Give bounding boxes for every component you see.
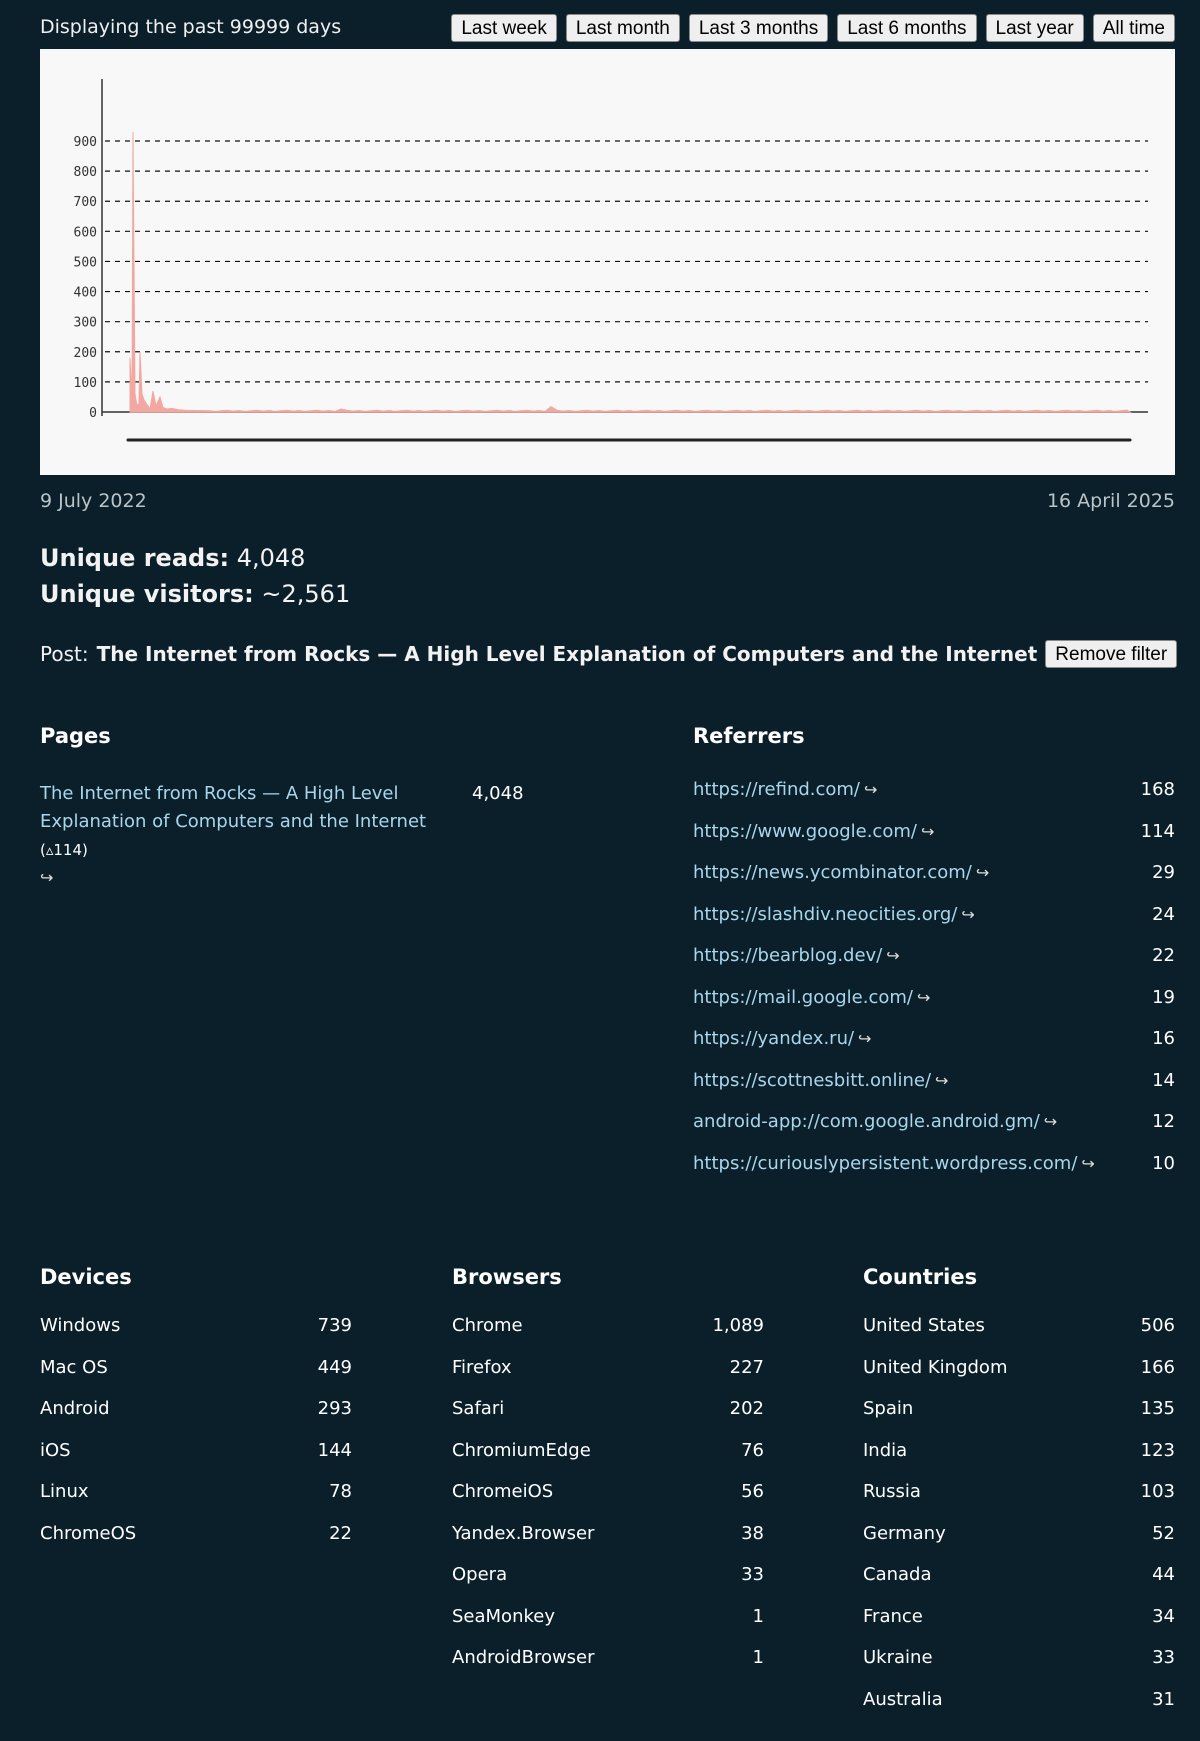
referrer-count: 168	[1140, 779, 1175, 800]
browser-row	[452, 1523, 764, 1565]
referrer-link[interactable]: https://scottnesbitt.online/	[693, 1069, 932, 1091]
browser-row-count: 1	[752, 1647, 764, 1668]
country-row-count: 135	[1140, 1398, 1175, 1419]
referrer-count: 24	[1152, 903, 1175, 925]
browser-row-count: 56	[741, 1481, 764, 1502]
countries-section	[863, 1265, 1175, 1730]
referrer-row	[693, 1153, 1175, 1195]
referrer-link[interactable]: https://bearblog.dev/	[693, 945, 883, 966]
unique-visitors	[40, 576, 350, 612]
device-row-count: 78	[329, 1481, 352, 1502]
browsers-section	[452, 1265, 764, 1689]
chart-end-date: 16 April 2025	[1046, 490, 1175, 512]
chart-start-date: 9 July 2022	[40, 490, 147, 512]
referrer-link[interactable]: https://curiouslypersistent.wordpress.com/	[693, 1152, 1078, 1174]
browser-row	[452, 1647, 764, 1689]
country-row-name: United States	[863, 1315, 985, 1336]
referrer-row	[693, 1070, 1175, 1112]
browser-row-count: 1,089	[712, 1315, 764, 1336]
country-row	[863, 1606, 1175, 1648]
referrer-link[interactable]: https://refind.com/	[693, 779, 861, 800]
external-link-icon[interactable]: ↪	[886, 946, 900, 965]
country-row-count: 103	[1140, 1481, 1175, 1502]
unique-visitors-label: Unique visitors:	[40, 580, 254, 608]
last-3-months-button[interactable]: Last 3 months	[689, 14, 828, 42]
page-row	[40, 780, 522, 892]
external-link-icon[interactable]: ↪	[920, 821, 935, 841]
page-title: The Internet from Rocks — A High Level Explanation of Computers and the Internet	[40, 783, 427, 832]
country-row-name: United Kingdom	[863, 1356, 1008, 1378]
device-row-count: 144	[317, 1439, 352, 1461]
referrer-count: 10	[1152, 1152, 1175, 1174]
device-row	[40, 1357, 352, 1399]
browser-row	[452, 1564, 764, 1606]
device-row-count: 22	[329, 1522, 352, 1544]
country-row-count: 506	[1140, 1315, 1175, 1336]
country-row	[863, 1440, 1175, 1482]
y-tick-label: 400	[73, 285, 97, 301]
country-row-name: Germany	[863, 1522, 946, 1544]
browser-row-name: AndroidBrowser	[452, 1647, 595, 1668]
browser-row-name: Firefox	[452, 1356, 512, 1378]
all-time-button[interactable]: All time	[1093, 14, 1175, 42]
country-row-count: 44	[1152, 1564, 1175, 1585]
browser-row-name: ChromiumEdge	[452, 1439, 591, 1461]
browser-row-count: 76	[741, 1439, 764, 1461]
device-row	[40, 1315, 352, 1357]
y-tick-label: 700	[73, 195, 97, 211]
country-row	[863, 1481, 1175, 1523]
country-row	[863, 1564, 1175, 1606]
devices-heading: Devices	[40, 1265, 132, 1289]
top-bar	[40, 14, 1175, 44]
referrer-link[interactable]: https://mail.google.com/	[693, 986, 913, 1008]
country-row	[863, 1647, 1175, 1689]
referrer-row	[693, 987, 1175, 1029]
country-row-name: Australia	[863, 1688, 943, 1710]
device-row	[40, 1523, 352, 1565]
referrer-row	[693, 904, 1175, 946]
device-row-name: Windows	[40, 1315, 121, 1336]
browser-row-name: Chrome	[452, 1315, 523, 1336]
browser-row	[452, 1440, 764, 1482]
y-tick-label: 600	[73, 225, 97, 241]
referrer-row	[693, 1111, 1175, 1153]
referrer-row	[693, 779, 1175, 821]
referrer-row	[693, 1028, 1175, 1070]
referrer-count: 12	[1152, 1111, 1175, 1132]
stats-summary	[40, 540, 350, 612]
browser-row-name: Safari	[452, 1398, 505, 1419]
referrers-list	[693, 779, 1175, 1194]
referrer-count: 29	[1152, 862, 1175, 883]
device-row-count: 293	[317, 1398, 352, 1419]
country-row-count: 31	[1152, 1688, 1175, 1710]
referrer-count: 22	[1152, 945, 1175, 966]
external-link-icon[interactable]: ↪	[917, 987, 931, 1007]
country-row-name: Russia	[863, 1481, 921, 1502]
external-link-icon[interactable]: ↪	[961, 904, 975, 924]
referrer-link[interactable]: android-app://com.google.android.gm/	[693, 1111, 1040, 1132]
range-text: Displaying the past 99999 days	[40, 16, 342, 38]
device-row-name: Mac OS	[40, 1356, 108, 1378]
post-filter	[40, 640, 1177, 668]
referrer-count: 16	[1152, 1028, 1175, 1049]
visits-chart-svg	[40, 49, 1175, 475]
y-tick-label: 800	[73, 165, 97, 181]
device-row-name: ChromeOS	[40, 1522, 137, 1544]
browser-row-name: Yandex.Browser	[452, 1522, 595, 1544]
last-6-months-button[interactable]: Last 6 months	[837, 14, 976, 42]
country-row-count: 52	[1152, 1522, 1175, 1544]
unique-reads-label: Unique reads:	[40, 544, 230, 572]
unique-reads	[40, 540, 350, 576]
page-count: 4,048	[472, 783, 524, 804]
visits-area	[130, 132, 1130, 412]
country-row	[863, 1315, 1175, 1357]
country-row-name: Canada	[863, 1564, 932, 1585]
external-link-icon[interactable]: ↪	[858, 1029, 872, 1048]
last-month-button[interactable]: Last month	[566, 14, 680, 42]
country-row-name: Ukraine	[863, 1647, 933, 1668]
range-buttons	[451, 14, 1175, 42]
external-link-icon[interactable]: ↪	[975, 863, 990, 882]
browsers-heading: Browsers	[452, 1265, 562, 1289]
countries-list	[863, 1315, 1175, 1730]
country-row-name: India	[863, 1439, 908, 1461]
external-link-icon[interactable]: ↪	[864, 780, 878, 799]
unique-reads-value: 4,048	[236, 544, 306, 572]
browser-row	[452, 1398, 764, 1440]
referrer-row	[693, 862, 1175, 904]
pages-list	[40, 780, 522, 892]
country-row	[863, 1523, 1175, 1565]
browser-row	[452, 1357, 764, 1399]
referrer-count: 114	[1140, 820, 1175, 842]
browser-row-name: SeaMonkey	[452, 1605, 555, 1627]
device-row	[40, 1398, 352, 1440]
referrers-heading: Referrers	[693, 724, 805, 748]
country-row	[863, 1357, 1175, 1399]
referrer-row	[693, 945, 1175, 987]
browsers-list	[452, 1315, 764, 1689]
browser-row	[452, 1315, 764, 1357]
country-row-count: 34	[1152, 1605, 1175, 1627]
remove-filter-button[interactable]: Remove filter	[1045, 640, 1177, 668]
device-row	[40, 1481, 352, 1523]
last-week-button[interactable]: Last week	[451, 14, 557, 42]
country-row	[863, 1689, 1175, 1731]
device-row-count: 739	[317, 1315, 352, 1336]
referrer-link[interactable]: https://news.ycombinator.com/	[693, 862, 972, 883]
browser-row-count: 33	[741, 1564, 764, 1585]
referrer-count: 19	[1152, 986, 1175, 1008]
countries-heading: Countries	[863, 1265, 978, 1289]
device-row-name: Android	[40, 1398, 110, 1419]
device-row-name: iOS	[40, 1439, 71, 1461]
referrer-link[interactable]: https://slashdiv.neocities.org/	[693, 903, 958, 925]
y-tick-label: 900	[73, 135, 97, 150]
y-tick-label: 300	[73, 315, 97, 331]
browser-row-count: 202	[729, 1398, 764, 1419]
device-row	[40, 1440, 352, 1482]
country-row-count: 166	[1140, 1356, 1175, 1378]
browser-row-name: ChromeiOS	[452, 1481, 554, 1502]
y-tick-label: 100	[73, 375, 97, 391]
y-tick-label: 0	[89, 406, 97, 421]
referrer-link[interactable]: https://yandex.ru/	[693, 1028, 855, 1049]
referrer-row	[693, 821, 1175, 863]
browser-row-count: 227	[729, 1356, 764, 1378]
device-row-name: Linux	[40, 1481, 89, 1502]
referrer-count: 14	[1152, 1069, 1175, 1091]
device-row-count: 449	[317, 1356, 352, 1378]
external-link-icon[interactable]: ↪	[40, 868, 54, 887]
unique-visitors-value: ~2,561	[261, 580, 351, 608]
post-label: Post:	[40, 642, 89, 666]
devices-list	[40, 1315, 352, 1564]
last-year-button[interactable]: Last year	[986, 14, 1084, 42]
country-row-count: 33	[1152, 1647, 1175, 1668]
page-delta: (▵114)	[40, 841, 88, 859]
external-link-icon[interactable]: ↪	[1043, 1112, 1058, 1131]
page-link[interactable]	[40, 780, 470, 892]
browser-row-count: 1	[752, 1605, 764, 1627]
country-row	[863, 1398, 1175, 1440]
referrer-link[interactable]: https://www.google.com/	[693, 820, 917, 842]
external-link-icon[interactable]: ↪	[1081, 1153, 1095, 1173]
y-tick-label: 200	[73, 345, 97, 361]
devices-section	[40, 1265, 352, 1564]
country-row-name: Spain	[863, 1398, 914, 1419]
browser-row	[452, 1606, 764, 1648]
pages-heading: Pages	[40, 724, 111, 748]
country-row-count: 123	[1140, 1439, 1175, 1461]
post-title: The Internet from Rocks — A High Level Explanation of Computers and the Internet	[96, 642, 1038, 666]
browser-row-name: Opera	[452, 1564, 508, 1585]
external-link-icon[interactable]: ↪	[935, 1070, 949, 1090]
browser-row	[452, 1481, 764, 1523]
country-row-name: France	[863, 1605, 923, 1627]
visits-chart	[40, 49, 1175, 475]
browser-row-count: 38	[741, 1522, 764, 1544]
y-tick-label: 500	[73, 255, 97, 271]
